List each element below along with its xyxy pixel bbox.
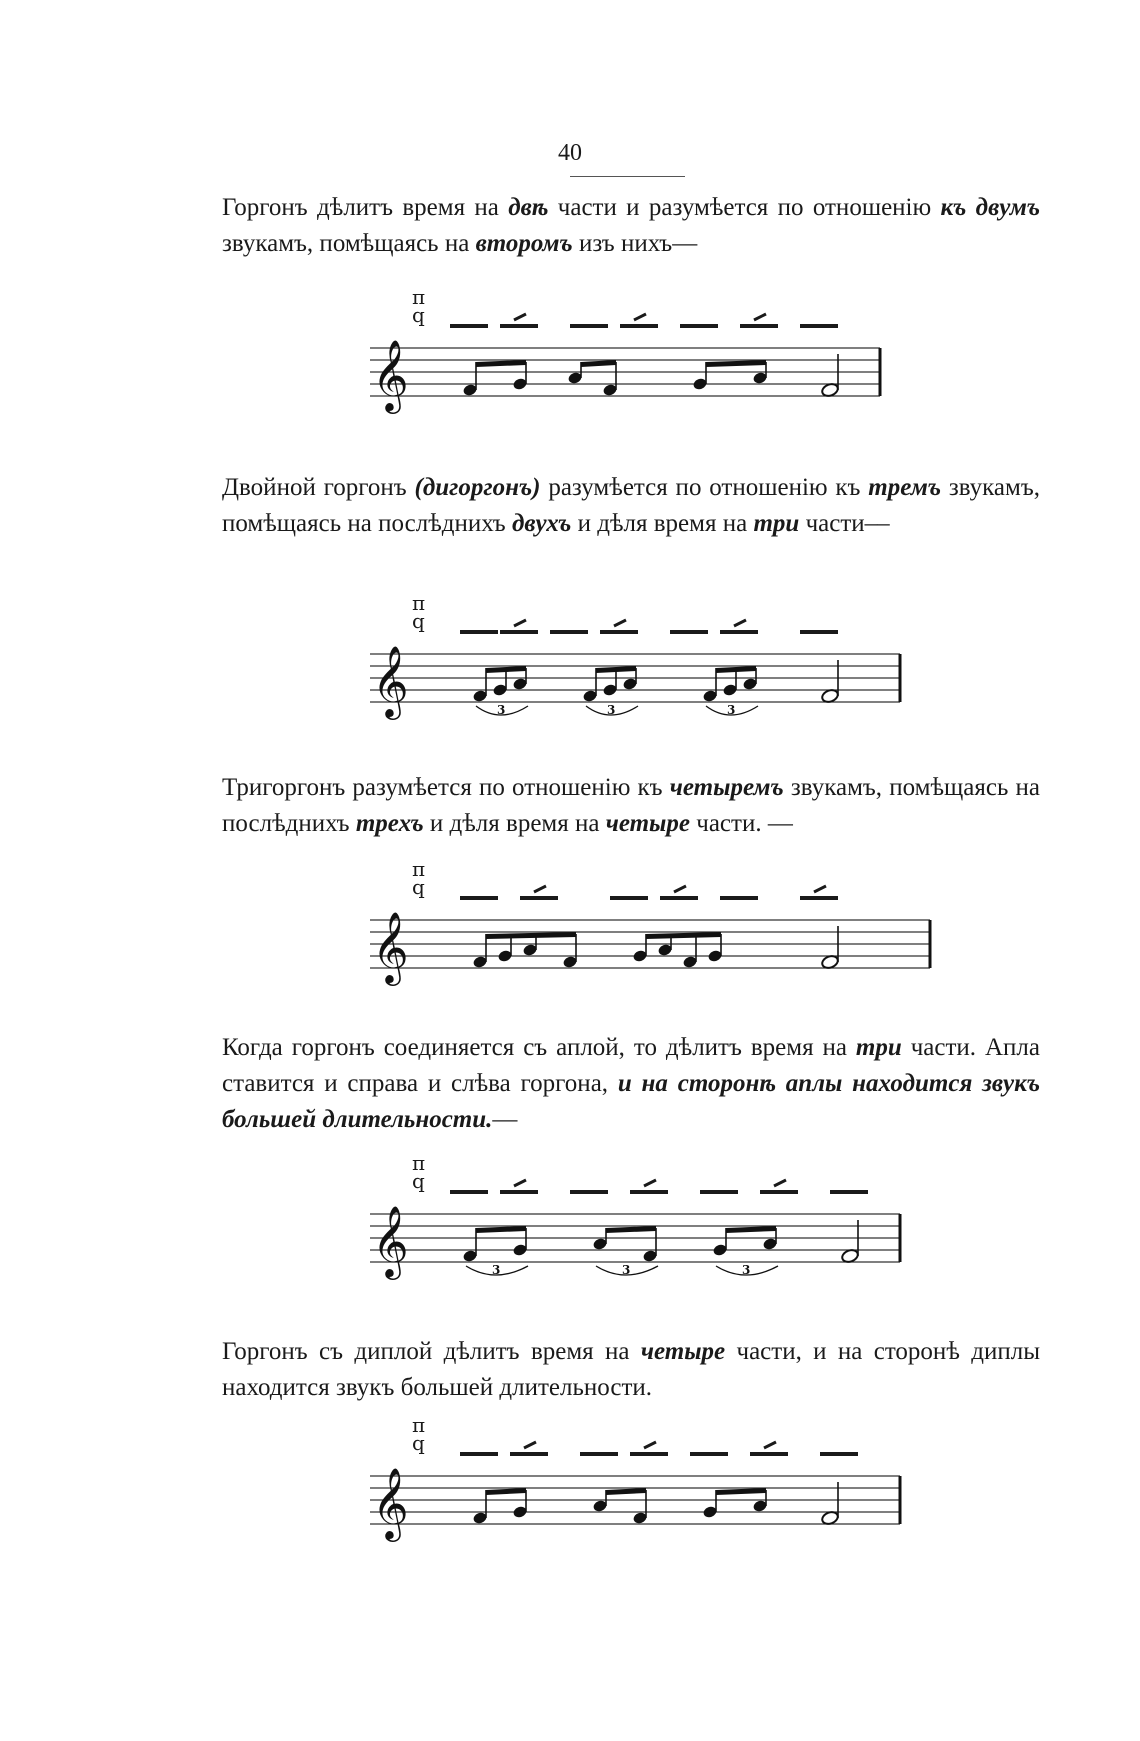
body-text: и дѣля время на — [423, 810, 606, 837]
mode-sign: q — [412, 875, 425, 899]
music-example-2 — [0, 596, 1140, 726]
mode-sign: π — [412, 290, 426, 309]
body-text: Горгонъ дѣлитъ время на — [222, 194, 509, 221]
emphasis-text: и на сторонѣ аплы находится звукъ большей длительности. — [222, 1070, 1040, 1133]
neume-mark — [514, 314, 526, 320]
body-text: звукамъ, помѣщаясь на послѣднихъ — [222, 474, 1040, 537]
mode-sign: q — [412, 1169, 425, 1193]
emphasis-text: четыре — [640, 1338, 726, 1365]
music-example-4 — [0, 1156, 1140, 1286]
note-beam — [646, 932, 721, 939]
body-text: разумѣется по отношенію къ — [540, 474, 869, 501]
note-beam — [716, 1488, 766, 1495]
page-number: 40 — [558, 140, 582, 166]
neume-mark — [514, 620, 526, 626]
emphasis-text: четыре — [605, 810, 690, 837]
body-text: части и разумѣется по отношенію — [548, 194, 941, 221]
emphasis-text: къ двумъ — [940, 194, 1041, 221]
emphasis-text: три — [753, 510, 800, 537]
triplet-number: 3 — [607, 703, 616, 717]
staff-svg — [0, 1156, 1140, 1286]
note-beam — [476, 360, 526, 367]
triplet-number: 3 — [742, 1263, 751, 1277]
body-text: части. Апла ставится и справа и слѣва горгона, — [222, 1034, 1040, 1097]
staff-svg — [0, 862, 1140, 992]
mode-sign: q — [412, 1431, 425, 1455]
staff-svg — [0, 1418, 1140, 1548]
note-beam — [476, 1226, 526, 1233]
note-beam — [716, 666, 756, 673]
neume-mark — [764, 1442, 776, 1448]
mode-sign: q — [412, 609, 425, 633]
music-example-3 — [0, 862, 1140, 992]
emphasis-text: (дигоргонъ) — [414, 474, 541, 501]
body-text: и дѣля время на — [571, 510, 754, 537]
note-beam — [486, 1488, 526, 1495]
treble-clef-icon: 𝄞 — [372, 338, 409, 411]
neume-mark — [534, 886, 546, 892]
body-text: — — [492, 1106, 518, 1133]
note-beam — [706, 360, 766, 367]
treble-clef-icon: 𝄞 — [372, 1204, 409, 1277]
music-example-5 — [0, 1418, 1140, 1548]
body-text: Двойной горгонъ — [222, 474, 415, 501]
page-number-rule — [570, 176, 685, 177]
neume-mark — [674, 886, 686, 892]
body-text: изъ нихъ— — [572, 230, 698, 257]
body-text: части, и на сторонѣ диплы находится звукъ большей длительности. — [222, 1338, 1040, 1401]
triplet-number: 3 — [497, 703, 506, 717]
body-text: Тригоргонъ разумѣется по отношенію къ — [222, 774, 670, 801]
note-beam — [606, 1226, 656, 1233]
neume-mark — [814, 886, 826, 892]
treble-clef-icon: 𝄞 — [372, 644, 409, 717]
body-text: Горгонъ съ диплой дѣлитъ время на — [222, 1338, 641, 1365]
emphasis-text: четыремъ — [669, 774, 784, 801]
neume-mark — [514, 1180, 526, 1186]
neume-mark — [754, 314, 766, 320]
paragraph-2 — [222, 470, 1040, 542]
body-text: Когда горгонъ соединяется съ аплой, то дѣлитъ время на — [222, 1034, 856, 1061]
neume-mark — [774, 1180, 786, 1186]
body-text: части. — — [690, 810, 793, 837]
paragraph-5 — [222, 1334, 1040, 1406]
paragraph-4 — [222, 1030, 1040, 1138]
mode-sign: π — [412, 1418, 426, 1437]
note-beam — [486, 666, 526, 673]
mode-sign: π — [412, 1156, 426, 1175]
body-text: звукамъ, помѣщаясь на послѣднихъ — [222, 774, 1040, 837]
paragraph-1 — [222, 190, 1040, 262]
note-beam — [606, 1488, 646, 1495]
neume-mark — [734, 620, 746, 626]
neume-mark — [644, 1442, 656, 1448]
triplet-number: 3 — [622, 1263, 631, 1277]
emphasis-text: тремъ — [868, 474, 941, 501]
treble-clef-icon: 𝄞 — [372, 910, 409, 983]
neume-mark — [524, 1442, 536, 1448]
emphasis-text: двѣ — [508, 194, 549, 221]
note-beam — [596, 666, 636, 673]
paragraph-3 — [222, 770, 1040, 842]
neume-mark — [644, 1180, 656, 1186]
mode-sign: π — [412, 862, 426, 881]
emphasis-text: двухъ — [511, 510, 572, 537]
mode-sign: π — [412, 596, 426, 615]
triplet-number: 3 — [727, 703, 736, 717]
note-beam — [486, 932, 576, 939]
body-text: звукамъ, помѣщаясь на — [222, 230, 476, 257]
neume-mark — [634, 314, 646, 320]
emphasis-text: второмъ — [475, 230, 573, 257]
treble-clef-icon: 𝄞 — [372, 1466, 409, 1539]
body-text: части–– — [799, 510, 890, 537]
emphasis-text: три — [855, 1034, 902, 1061]
emphasis-text: трехъ — [355, 810, 424, 837]
staff-svg — [0, 596, 1140, 726]
note-beam — [726, 1226, 776, 1233]
triplet-number: 3 — [492, 1263, 501, 1277]
mode-sign: q — [412, 303, 425, 327]
neume-mark — [614, 620, 626, 626]
music-example-1 — [0, 290, 1140, 420]
staff-svg — [0, 290, 1140, 420]
note-beam — [581, 360, 616, 367]
